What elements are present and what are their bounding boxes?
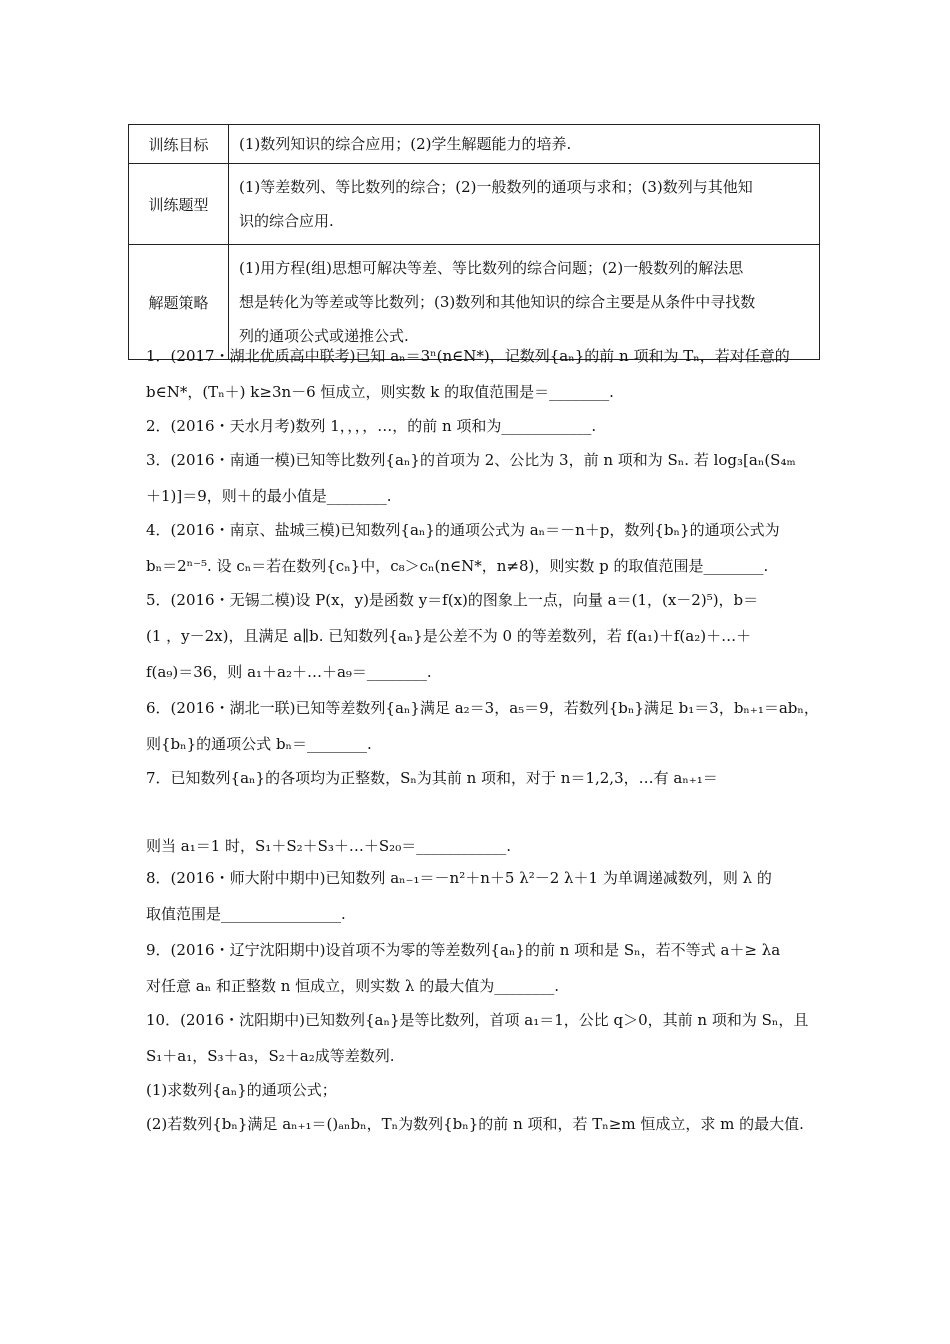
problem-4-line-1: 4．(2016・南京、盐城三模)已知数列{aₙ}的通项公式为 aₙ＝－n＋p，数列{bₙ}的通项公式为	[146, 521, 780, 539]
table-row	[129, 125, 820, 164]
problem-7-line-2: 则当 a₁＝1 时，S₁＋S₂＋S₃＋…＋S₂₀＝____________.	[146, 837, 511, 855]
problem-8-line-2: 取值范围是________________.	[146, 905, 346, 923]
cell-line: (1)等差数列、等比数列的综合；(2)一般数列的通项与求和；(3)数列与其他知	[239, 178, 753, 196]
problem-10-part-2: (2)若数列{bₙ}满足 aₙ₊₁＝()ₐₙbₙ，Tₙ为数列{bₙ}的前 n 项和，若 Tₙ≥m 恒成立，求 m 的最大值.	[146, 1115, 804, 1133]
problem-9-line-1: 9．(2016・辽宁沈阳期中)设首项不为零的等差数列{aₙ}的前 n 项和是 Sₙ，若不等式 a＋≥ λa	[146, 941, 781, 959]
problem-10-part-1: (1)求数列{aₙ}的通项公式；	[146, 1081, 337, 1099]
problem-10-line-2: S₁＋a₁，S₃＋a₃，S₂＋a₂成等差数列.	[146, 1047, 395, 1065]
problem-1-line-2: b∈N*，(Tₙ＋) k≥3n－6 恒成立，则实数 k 的取值范围是＝________.	[146, 383, 614, 401]
table-row	[129, 245, 820, 360]
problem-5-line-3: f(a₉)＝36，则 a₁＋a₂＋…＋a₉＝________.	[146, 663, 432, 681]
problem-8-line-1: 8．(2016・师大附中期中)已知数列 aₙ₋₁＝－n²＋n＋5 λ²－2 λ＋1 为单调递减数列，则 λ 的	[146, 869, 772, 887]
row-value-type	[229, 164, 820, 245]
cell-line: 想是转化为等差或等比数列；(3)数列和其他知识的综合主要是从条件中寻找数	[239, 293, 756, 311]
cell-line: (1)数列知识的综合应用；(2)学生解题能力的培养.	[239, 135, 572, 153]
row-value-goal	[229, 125, 820, 164]
problem-9-line-2: 对任意 aₙ 和正整数 n 恒成立，则实数 λ 的最大值为________.	[146, 977, 559, 995]
row-label-strategy: 解题策略	[129, 245, 229, 360]
row-value-strategy	[229, 245, 820, 360]
problem-6-line-2: 则{bₙ}的通项公式 bₙ＝________.	[146, 735, 372, 753]
problem-5-line-1: 5．(2016・无锡二模)设 P(x，y)是函数 y＝f(x)的图象上一点，向量 a＝(1，(x－2)⁵)，b＝	[146, 591, 759, 609]
problem-7-line-1: 7．已知数列{aₙ}的各项均为正整数，Sₙ为其前 n 项和，对于 n＝1,2,3，…有 aₙ₊₁＝	[146, 769, 718, 787]
problem-2: 2．(2016・天水月考)数列 1，，，，…，的前 n 项和为____________.	[146, 417, 597, 435]
problem-6-line-1: 6．(2016・湖北一联)已知等差数列{aₙ}满足 a₂＝3，a₅＝9，若数列{bₙ}满足 b₁＝3，bₙ₊₁＝abₙ，	[146, 699, 819, 717]
cell-line: (1)用方程(组)思想可解决等差、等比数列的综合问题；(2)一般数列的解法思	[239, 259, 744, 277]
table-row	[129, 164, 820, 245]
problem-5-line-2: (1 ，y－2x)，且满足 a∥b. 已知数列{aₙ}是公差不为 0 的等差数列，若 f(a₁)＋f(a₂)＋…＋	[146, 627, 752, 645]
row-label-goal: 训练目标	[129, 125, 229, 164]
problem-1-line-1: 1．(2017・湖北优质高中联考)已知 aₙ＝3ⁿ(n∈N*)，记数列{aₙ}的前 n 项和为 Tₙ，若对任意的	[146, 347, 790, 365]
training-info-table	[128, 124, 820, 360]
problem-4-line-2: bₙ＝2ⁿ⁻⁵. 设 cₙ＝若在数列{cₙ}中，c₈＞cₙ(n∈N*，n≠8)，则实数 p 的取值范围是________.	[146, 557, 769, 575]
problem-10-line-1: 10．(2016・沈阳期中)已知数列{aₙ}是等比数列，首项 a₁＝1，公比 q＞0，其前 n 项和为 Sₙ，且	[146, 1011, 809, 1029]
problem-3-line-1: 3．(2016・南通一模)已知等比数列{aₙ}的首项为 2、公比为 3，前 n 项和为 Sₙ. 若 log₃[aₙ(S₄ₘ	[146, 451, 796, 469]
cell-line: 识的综合应用.	[239, 212, 334, 230]
problem-3-line-2: ＋1)]＝9，则＋的最小值是________.	[146, 487, 392, 505]
row-label-type: 训练题型	[129, 164, 229, 245]
cell-line: 列的通项公式或递推公式.	[239, 327, 409, 345]
